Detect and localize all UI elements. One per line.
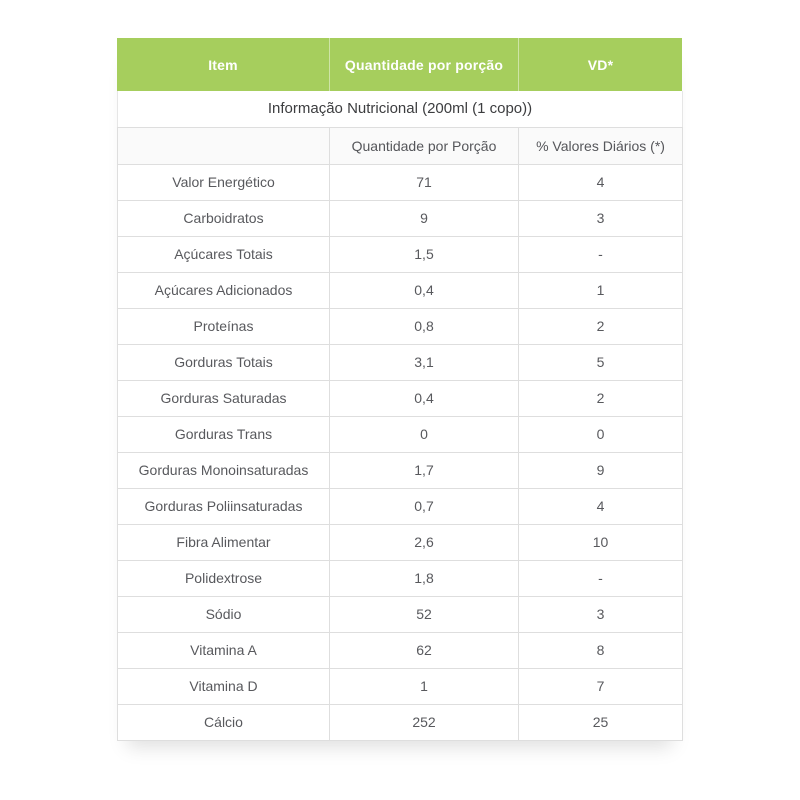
item-cell: Gorduras Monoinsaturadas <box>118 452 330 488</box>
daily-value-cell: 2 <box>519 380 683 416</box>
daily-value-cell: 5 <box>519 344 683 380</box>
daily-value-cell: 0 <box>519 416 683 452</box>
table-row <box>118 236 683 272</box>
table-row <box>118 452 683 488</box>
daily-value-cell: 25 <box>519 704 683 740</box>
item-cell: Vitamina D <box>118 668 330 704</box>
table-row <box>118 200 683 236</box>
quantity-cell: 1,8 <box>330 560 519 596</box>
quantity-cell: 3,1 <box>330 344 519 380</box>
table-row <box>118 488 683 524</box>
item-cell: Carboidratos <box>118 200 330 236</box>
daily-value-cell: - <box>519 560 683 596</box>
quantity-cell: 71 <box>330 164 519 200</box>
item-cell: Sódio <box>118 596 330 632</box>
title-bar-cell-quantity: Quantidade por porção <box>329 38 518 91</box>
quantity-cell: 62 <box>330 632 519 668</box>
quantity-cell: 2,6 <box>330 524 519 560</box>
quantity-cell: 1,7 <box>330 452 519 488</box>
info-banner-row <box>118 91 683 127</box>
item-cell: Gorduras Totais <box>118 344 330 380</box>
daily-value-cell: 9 <box>519 452 683 488</box>
table-row <box>118 272 683 308</box>
quantity-cell: 0,4 <box>330 272 519 308</box>
item-cell: Açúcares Adicionados <box>118 272 330 308</box>
table-title-bar <box>117 38 682 91</box>
quantity-cell: 0 <box>330 416 519 452</box>
table-row <box>118 164 683 200</box>
table-row <box>118 668 683 704</box>
daily-value-cell: 1 <box>519 272 683 308</box>
table-row <box>118 308 683 344</box>
quantity-cell: 0,8 <box>330 308 519 344</box>
daily-value-cell: 8 <box>519 632 683 668</box>
table-row <box>118 704 683 740</box>
daily-value-cell: 3 <box>519 200 683 236</box>
table-row <box>118 560 683 596</box>
daily-value-cell: 4 <box>519 488 683 524</box>
item-cell: Polidextrose <box>118 560 330 596</box>
table-row <box>118 524 683 560</box>
column-header-daily-values: % Valores Diários (*) <box>519 127 683 164</box>
table-row <box>118 416 683 452</box>
item-cell: Gorduras Saturadas <box>118 380 330 416</box>
column-header-empty <box>118 127 330 164</box>
quantity-cell: 0,7 <box>330 488 519 524</box>
daily-value-cell: 10 <box>519 524 683 560</box>
title-bar-cell-vd: VD* <box>518 38 682 91</box>
quantity-cell: 1,5 <box>330 236 519 272</box>
item-cell: Proteínas <box>118 308 330 344</box>
nutrition-data-table <box>117 91 683 741</box>
table-body <box>118 91 683 740</box>
quantity-cell: 0,4 <box>330 380 519 416</box>
column-header-row <box>118 127 683 164</box>
item-cell: Fibra Alimentar <box>118 524 330 560</box>
daily-value-cell: 3 <box>519 596 683 632</box>
table-row <box>118 344 683 380</box>
item-cell: Gorduras Poliinsaturadas <box>118 488 330 524</box>
daily-value-cell: 2 <box>519 308 683 344</box>
quantity-cell: 52 <box>330 596 519 632</box>
quantity-cell: 9 <box>330 200 519 236</box>
table-row <box>118 380 683 416</box>
table-row <box>118 632 683 668</box>
daily-value-cell: 7 <box>519 668 683 704</box>
item-cell: Açúcares Totais <box>118 236 330 272</box>
quantity-cell: 252 <box>330 704 519 740</box>
daily-value-cell: 4 <box>519 164 683 200</box>
item-cell: Gorduras Trans <box>118 416 330 452</box>
daily-value-cell: - <box>519 236 683 272</box>
info-banner: Informação Nutricional (200ml (1 copo)) <box>118 91 683 127</box>
item-cell: Cálcio <box>118 704 330 740</box>
quantity-cell: 1 <box>330 668 519 704</box>
column-header-quantity: Quantidade por Porção <box>330 127 519 164</box>
item-cell: Vitamina A <box>118 632 330 668</box>
nutrition-table-card <box>117 38 682 741</box>
item-cell: Valor Energético <box>118 164 330 200</box>
title-bar-cell-item: Item <box>208 56 238 73</box>
table-row <box>118 596 683 632</box>
